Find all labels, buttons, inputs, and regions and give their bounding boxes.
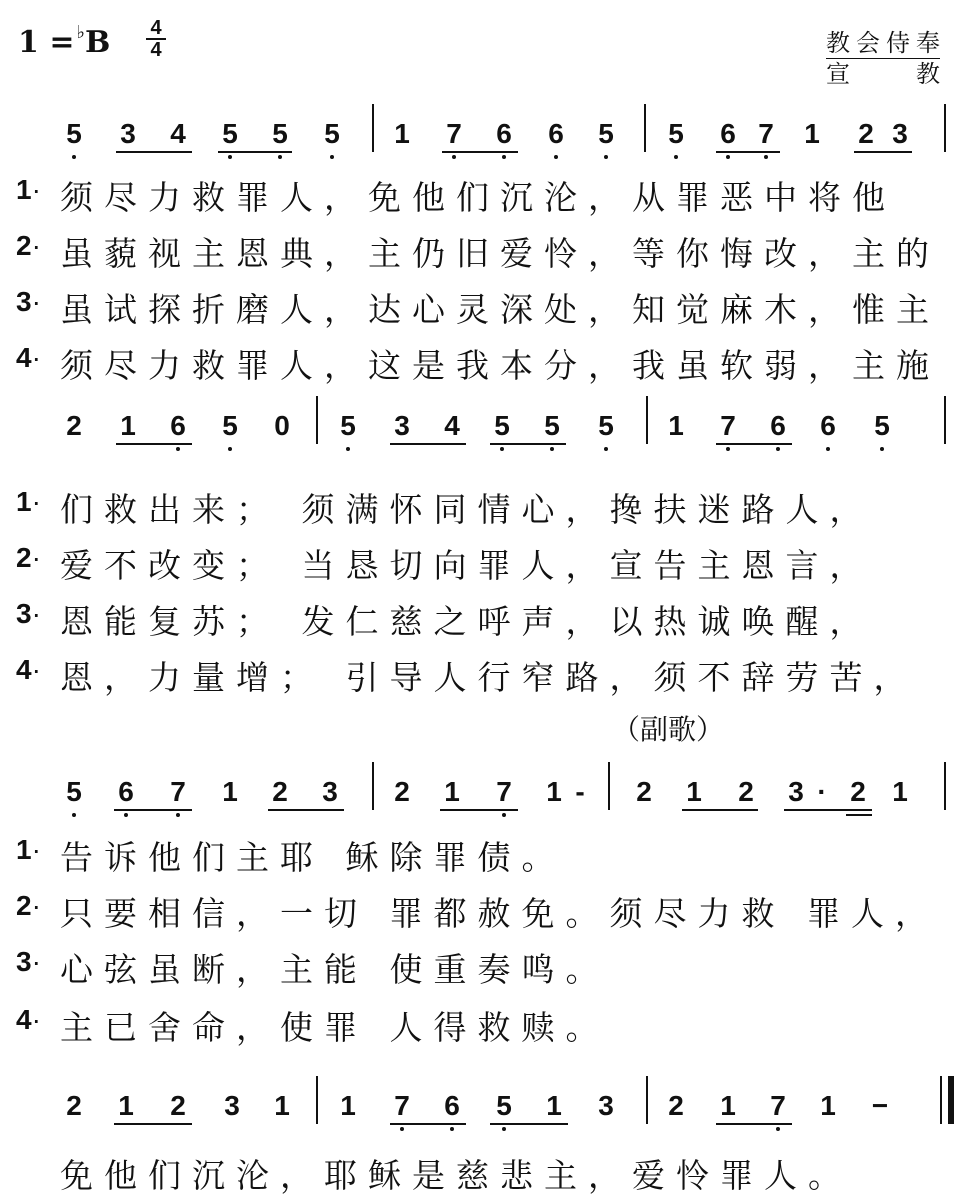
underline-beam xyxy=(854,151,912,153)
underline-beam xyxy=(442,151,518,153)
octave-dot xyxy=(502,155,506,159)
barline xyxy=(644,104,646,152)
octave-dot xyxy=(776,447,780,451)
octave-dot xyxy=(674,155,678,159)
note: 3 xyxy=(120,118,136,149)
note: 2 xyxy=(850,776,866,807)
note: 3 xyxy=(598,1090,614,1121)
note: 5 xyxy=(598,410,614,441)
note: 6 xyxy=(770,410,786,441)
octave-dot xyxy=(604,447,608,451)
underline-beam xyxy=(114,809,192,811)
barline xyxy=(316,1076,318,1124)
note: 1 xyxy=(820,1090,836,1121)
verse-number xyxy=(16,174,41,206)
note: 1 xyxy=(394,118,410,149)
note: 0 xyxy=(274,410,290,441)
verse-number-digit: 2 xyxy=(16,890,32,921)
lyric-line: 恩能复苏； 发仁慈之呼声，以热诚唤醒， xyxy=(60,602,874,641)
verse-number-digit: 2 xyxy=(16,542,32,573)
octave-dot xyxy=(72,155,76,159)
verse-separator: · xyxy=(31,486,41,517)
verse-separator: · xyxy=(31,598,41,629)
lyric-line: 虽试探折磨人，达心灵深处，知觉麻木，惟主 xyxy=(60,290,940,329)
note: 5 xyxy=(668,118,684,149)
note: 5 xyxy=(496,1090,512,1121)
barline xyxy=(944,104,946,152)
underline-beam xyxy=(218,151,292,153)
verse-number xyxy=(16,542,41,574)
underline-beam xyxy=(116,443,192,445)
final-barline xyxy=(948,1076,954,1124)
verse-separator: · xyxy=(31,174,41,205)
note: 1 xyxy=(444,776,460,807)
underline-beam xyxy=(784,809,872,811)
underline-beam xyxy=(114,1123,192,1125)
verse-number-digit: 1 xyxy=(16,486,32,517)
note: 5 xyxy=(222,118,238,149)
note: · xyxy=(817,776,827,807)
verse-separator: · xyxy=(31,890,41,921)
note: 7 xyxy=(758,118,774,149)
verse-separator: · xyxy=(31,342,41,373)
barline xyxy=(608,762,610,810)
note: 5 xyxy=(222,410,238,441)
octave-dot xyxy=(826,447,830,451)
verse-number-digit: 1 xyxy=(16,834,32,865)
octave-dot xyxy=(176,447,180,451)
note: 5 xyxy=(272,118,288,149)
note: 2 xyxy=(668,1090,684,1121)
note: 1 xyxy=(340,1090,356,1121)
note: 1 xyxy=(686,776,702,807)
octave-dot xyxy=(72,813,76,817)
verse-number xyxy=(16,654,41,686)
note: 3 xyxy=(892,118,908,149)
barline xyxy=(646,396,648,444)
lyric-line: 主已舍命，使罪 人得救赎。 xyxy=(60,1008,610,1047)
verse-number xyxy=(16,486,41,518)
verse-separator: · xyxy=(31,230,41,261)
note: 1 xyxy=(804,118,820,149)
verse-number-digit: 4 xyxy=(16,342,32,373)
lyric-line: 虽藐视主恩典，主仍旧爱怜，等你悔改，主的 xyxy=(60,234,940,273)
octave-dot xyxy=(776,1127,780,1131)
note: 7 xyxy=(770,1090,786,1121)
octave-dot xyxy=(726,447,730,451)
note: 6 xyxy=(444,1090,460,1121)
verse-separator: · xyxy=(31,834,41,865)
note: 5 xyxy=(340,410,356,441)
octave-dot xyxy=(346,447,350,451)
note: 2 xyxy=(66,410,82,441)
verse-number xyxy=(16,230,41,262)
note: − xyxy=(871,1090,889,1121)
verse-number-digit: 2 xyxy=(16,230,32,261)
octave-dot xyxy=(278,155,282,159)
verse-number-digit: 4 xyxy=(16,654,32,685)
octave-dot xyxy=(726,155,730,159)
note: 3 xyxy=(224,1090,240,1121)
octave-dot xyxy=(502,1127,506,1131)
octave-dot xyxy=(554,155,558,159)
verse-separator: · xyxy=(31,542,41,573)
verse-number xyxy=(16,1004,41,1036)
barline xyxy=(646,1076,648,1124)
note: 7 xyxy=(496,776,512,807)
lyric-line: 们救出来； 须满怀同情心，搀扶迷路人， xyxy=(60,490,874,529)
note: 6 xyxy=(118,776,134,807)
note: - xyxy=(575,776,585,807)
underline-beam xyxy=(490,1123,568,1125)
octave-dot xyxy=(550,447,554,451)
octave-dot xyxy=(228,155,232,159)
note: 1 xyxy=(274,1090,290,1121)
underline-beam xyxy=(268,809,344,811)
octave-dot xyxy=(330,155,334,159)
note: 1 xyxy=(892,776,908,807)
lyric-line: 心弦虽断，主能 使重奏鸣。 xyxy=(60,950,610,989)
underline-beam xyxy=(846,814,872,816)
verse-number xyxy=(16,286,41,318)
note: 2 xyxy=(66,1090,82,1121)
key-signature: 1 = ♭B xyxy=(18,22,111,60)
final-barline xyxy=(940,1076,942,1124)
underline-beam xyxy=(490,443,566,445)
note: 2 xyxy=(394,776,410,807)
note: 3 xyxy=(322,776,338,807)
lyric-line: 免他们沉沦，耶稣是慈悲主，爱怜罪人。 xyxy=(60,1156,852,1195)
note: 3 xyxy=(394,410,410,441)
octave-dot xyxy=(452,155,456,159)
lyric-line: 须尽力救罪人，这是我本分，我虽软弱，主施 xyxy=(60,346,940,385)
verse-number-digit: 3 xyxy=(16,946,32,977)
note: 2 xyxy=(272,776,288,807)
note: 1 xyxy=(668,410,684,441)
note: 5 xyxy=(66,118,82,149)
note: 5 xyxy=(874,410,890,441)
note: 2 xyxy=(636,776,652,807)
lyric-line: 爱不改变； 当恳切向罪人，宣告主恩言， xyxy=(60,546,874,585)
note: 1 xyxy=(546,776,562,807)
verse-separator: · xyxy=(31,286,41,317)
lyric-line: 只要相信，一切 罪都赦免。须尽力救 罪人， xyxy=(60,894,939,933)
note: 2 xyxy=(858,118,874,149)
verse-number xyxy=(16,834,41,866)
verse-separator: · xyxy=(31,946,41,977)
verse-separator: · xyxy=(31,654,41,685)
note: 6 xyxy=(548,118,564,149)
note: 5 xyxy=(544,410,560,441)
note: 1 xyxy=(720,1090,736,1121)
verse-number-digit: 3 xyxy=(16,598,32,629)
note: 6 xyxy=(496,118,512,149)
note: 2 xyxy=(170,1090,186,1121)
verse-number xyxy=(16,946,41,978)
lyric-line: 须尽力救罪人，免他们沉沦，从罪恶中将他 xyxy=(60,178,896,217)
chorus-label: （副歌） xyxy=(612,713,725,746)
note: 5 xyxy=(598,118,614,149)
note: 6 xyxy=(820,410,836,441)
underline-beam xyxy=(716,151,780,153)
barline xyxy=(316,396,318,444)
time-signature: 4 4 xyxy=(146,18,166,60)
underline-beam xyxy=(116,151,192,153)
note: 1 xyxy=(120,410,136,441)
octave-dot xyxy=(500,447,504,451)
underline-beam xyxy=(716,1123,792,1125)
barline xyxy=(372,762,374,810)
verse-number-digit: 4 xyxy=(16,1004,32,1035)
barline xyxy=(944,762,946,810)
note: 1 xyxy=(118,1090,134,1121)
note: 1 xyxy=(546,1090,562,1121)
octave-dot xyxy=(124,813,128,817)
note: 2 xyxy=(738,776,754,807)
note: 1 xyxy=(222,776,238,807)
note: 5 xyxy=(494,410,510,441)
lyric-line: 告诉他们主耶 稣除罪债。 xyxy=(60,838,566,877)
note: 7 xyxy=(720,410,736,441)
octave-dot xyxy=(228,447,232,451)
note: 4 xyxy=(444,410,460,441)
note: 5 xyxy=(66,776,82,807)
octave-dot xyxy=(450,1127,454,1131)
octave-dot xyxy=(880,447,884,451)
underline-beam xyxy=(390,443,466,445)
lyric-line: 恩，力量增； 引导人行窄路，须不辞劳苦， xyxy=(60,658,918,697)
note: 6 xyxy=(720,118,736,149)
underline-beam xyxy=(440,809,518,811)
category-label: 教会侍奉 宣 教 xyxy=(826,29,940,88)
verse-number xyxy=(16,598,41,630)
verse-number xyxy=(16,890,41,922)
octave-dot xyxy=(502,813,506,817)
note: 7 xyxy=(170,776,186,807)
verse-number xyxy=(16,342,41,374)
verse-separator: · xyxy=(31,1004,41,1035)
underline-beam xyxy=(390,1123,466,1125)
verse-number-digit: 1 xyxy=(16,174,32,205)
note: 3 xyxy=(788,776,804,807)
note: 6 xyxy=(170,410,186,441)
octave-dot xyxy=(764,155,768,159)
octave-dot xyxy=(176,813,180,817)
underline-beam xyxy=(682,809,758,811)
note: 5 xyxy=(324,118,340,149)
barline xyxy=(944,396,946,444)
octave-dot xyxy=(604,155,608,159)
verse-number-digit: 3 xyxy=(16,286,32,317)
octave-dot xyxy=(400,1127,404,1131)
underline-beam xyxy=(716,443,792,445)
note: 7 xyxy=(394,1090,410,1121)
barline xyxy=(372,104,374,152)
note: 4 xyxy=(170,118,186,149)
note: 7 xyxy=(446,118,462,149)
